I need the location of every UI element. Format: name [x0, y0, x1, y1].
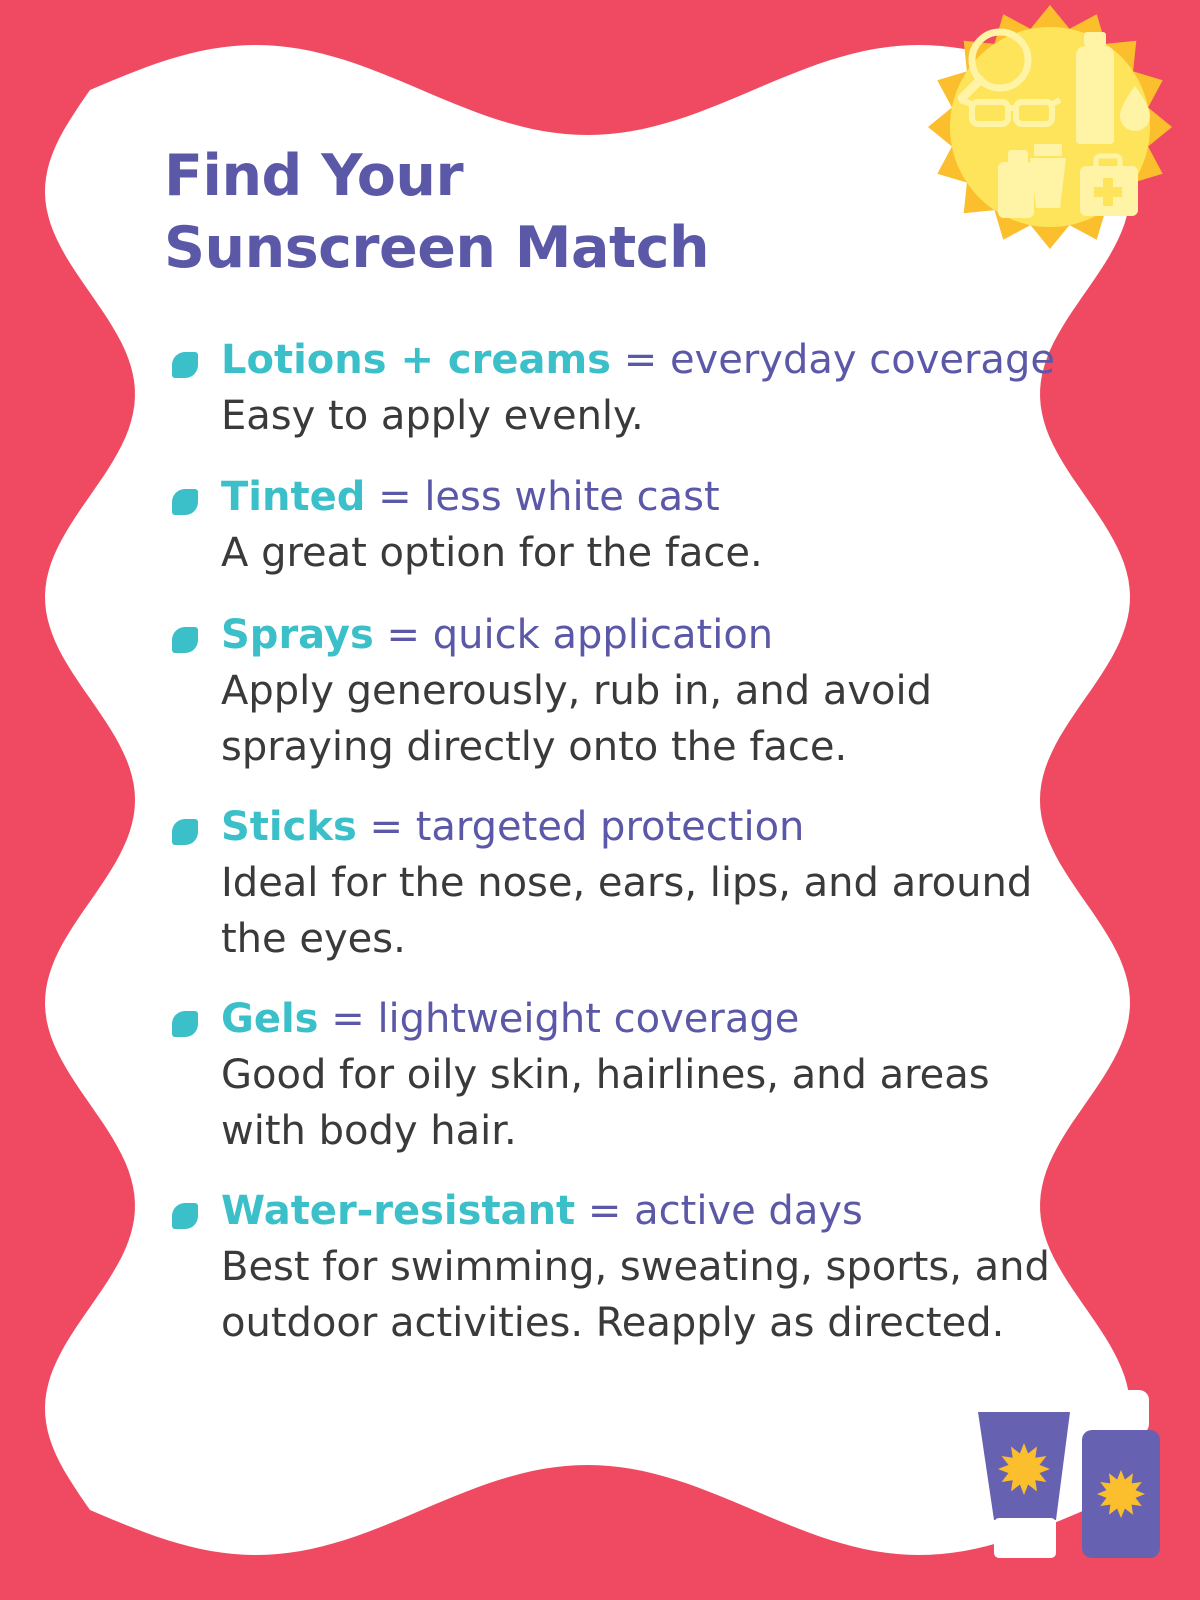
list-item: [170, 799, 1050, 967]
item-description: [221, 525, 1050, 581]
description-line: Good for oily skin, hairlines, and areas: [221, 1052, 990, 1098]
description-line: Apply generously, rub in, and avoid: [221, 668, 932, 714]
description-line: with body hair.: [221, 1108, 517, 1154]
item-benefit: targeted protection: [415, 804, 805, 850]
list-item: [170, 332, 1055, 444]
item-benefit: lightweight coverage: [377, 996, 800, 1042]
list-item: [170, 607, 1050, 775]
bullet-icon: [172, 1011, 198, 1037]
bullet-icon: [172, 627, 198, 653]
item-separator: =: [575, 1188, 635, 1234]
bullet-icon: [172, 352, 198, 378]
description-line: spraying directly onto the face.: [221, 724, 848, 770]
item-benefit: quick application: [432, 612, 774, 658]
item-description: [221, 663, 1050, 775]
item-heading: [221, 1183, 1050, 1239]
item-keyword: Sticks: [221, 804, 357, 850]
item-separator: =: [365, 474, 425, 520]
list-item: [170, 1183, 1050, 1351]
item-heading: [221, 607, 1050, 663]
item-heading: [221, 469, 1050, 525]
item-heading: [221, 332, 1055, 388]
description-line: A great option for the face.: [221, 530, 763, 576]
item-benefit: active days: [634, 1188, 863, 1234]
description-line: the eyes.: [221, 916, 406, 962]
item-benefit: everyday coverage: [669, 337, 1055, 383]
description-line: outdoor activities. Reapply as directed.: [221, 1300, 1005, 1346]
description-line: Easy to apply evenly.: [221, 393, 644, 439]
item-keyword: Water-resistant: [221, 1188, 576, 1234]
item-keyword: Sprays: [221, 612, 374, 658]
list-item: [170, 991, 1050, 1159]
bullet-icon: [172, 489, 198, 515]
item-heading: [221, 991, 1050, 1047]
item-separator: =: [356, 804, 416, 850]
description-line: Ideal for the nose, ears, lips, and around: [221, 860, 1033, 906]
item-separator: =: [373, 612, 433, 658]
item-separator: =: [318, 996, 378, 1042]
item-description: [221, 1239, 1050, 1351]
bullet-icon: [172, 819, 198, 845]
bullet-icon: [172, 1203, 198, 1229]
item-keyword: Gels: [221, 996, 319, 1042]
description-line: Best for swimming, sweating, sports, and: [221, 1244, 1050, 1290]
list-item: [170, 469, 1050, 581]
title-line-1: Find Your: [164, 143, 464, 209]
item-keyword: Tinted: [221, 474, 366, 520]
item-benefit: less white cast: [424, 474, 720, 520]
item-heading: [221, 799, 1050, 855]
item-description: [221, 855, 1050, 967]
item-keyword: Lotions + creams: [221, 337, 611, 383]
water-bottle-icon: [1076, 32, 1114, 144]
item-description: [221, 388, 1050, 444]
item-separator: =: [610, 337, 670, 383]
title-line-2: Sunscreen Match: [164, 215, 710, 281]
page-title: [164, 140, 709, 284]
item-description: [221, 1047, 1050, 1159]
